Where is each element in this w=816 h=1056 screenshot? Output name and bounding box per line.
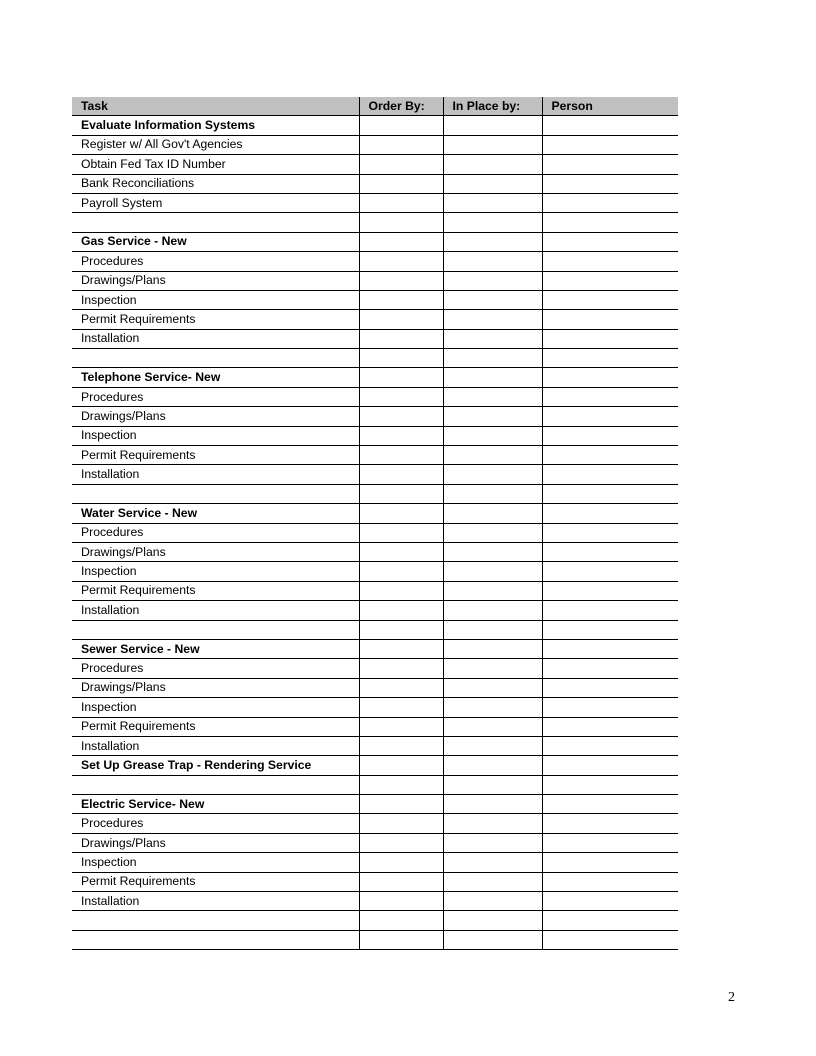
order-by-cell xyxy=(359,465,443,484)
person-cell xyxy=(542,135,678,154)
task-cell: Procedures xyxy=(72,659,359,678)
table-row xyxy=(72,116,678,135)
in-place-by-cell xyxy=(443,174,542,193)
person-cell xyxy=(542,853,678,872)
table-row xyxy=(72,426,678,445)
person-cell xyxy=(542,368,678,387)
in-place-by-cell xyxy=(443,135,542,154)
table-row xyxy=(72,193,678,212)
order-by-cell xyxy=(359,232,443,251)
in-place-by-cell xyxy=(443,892,542,911)
order-by-cell xyxy=(359,698,443,717)
table-row xyxy=(72,736,678,755)
in-place-by-cell xyxy=(443,446,542,465)
task-cell: Evaluate Information Systems xyxy=(72,116,359,135)
person-cell xyxy=(542,911,678,930)
order-by-cell xyxy=(359,814,443,833)
person-cell xyxy=(542,581,678,600)
task-cell: Procedures xyxy=(72,523,359,542)
table-row xyxy=(72,678,678,697)
in-place-by-cell xyxy=(443,542,542,561)
person-cell xyxy=(542,271,678,290)
task-cell: Inspection xyxy=(72,290,359,309)
task-cell xyxy=(72,775,359,794)
table-row xyxy=(72,562,678,581)
table-row xyxy=(72,698,678,717)
in-place-by-cell xyxy=(443,678,542,697)
order-by-cell xyxy=(359,872,443,891)
in-place-by-cell xyxy=(443,601,542,620)
table-row xyxy=(72,504,678,523)
task-cell: Permit Requirements xyxy=(72,717,359,736)
in-place-by-cell xyxy=(443,581,542,600)
person-cell xyxy=(542,814,678,833)
task-cell: Procedures xyxy=(72,814,359,833)
task-cell: Installation xyxy=(72,465,359,484)
person-cell xyxy=(542,310,678,329)
task-cell: Permit Requirements xyxy=(72,446,359,465)
in-place-by-cell xyxy=(443,155,542,174)
table-row xyxy=(72,465,678,484)
order-by-cell xyxy=(359,833,443,852)
table-row xyxy=(72,135,678,154)
person-cell xyxy=(542,678,678,697)
person-cell xyxy=(542,174,678,193)
table-row xyxy=(72,174,678,193)
in-place-by-cell xyxy=(443,775,542,794)
in-place-by-cell xyxy=(443,213,542,232)
in-place-by-cell xyxy=(443,756,542,775)
table-row xyxy=(72,892,678,911)
in-place-by-cell xyxy=(443,698,542,717)
table-row xyxy=(72,775,678,794)
in-place-by-cell xyxy=(443,387,542,406)
person-cell xyxy=(542,659,678,678)
task-cell: Set Up Grease Trap - Rendering Service xyxy=(72,756,359,775)
person-cell xyxy=(542,193,678,212)
order-by-cell xyxy=(359,329,443,348)
in-place-by-cell xyxy=(443,814,542,833)
table-row xyxy=(72,271,678,290)
order-by-cell xyxy=(359,930,443,949)
order-by-cell xyxy=(359,174,443,193)
column-header-task: Task xyxy=(72,97,359,116)
in-place-by-cell xyxy=(443,310,542,329)
order-by-cell xyxy=(359,387,443,406)
column-header-person: Person xyxy=(542,97,678,116)
order-by-cell xyxy=(359,523,443,542)
order-by-cell xyxy=(359,116,443,135)
task-cell: Drawings/Plans xyxy=(72,407,359,426)
in-place-by-cell xyxy=(443,329,542,348)
person-cell xyxy=(542,833,678,852)
order-by-cell xyxy=(359,639,443,658)
person-cell xyxy=(542,542,678,561)
table-body xyxy=(72,116,678,950)
table-row xyxy=(72,601,678,620)
task-cell: Bank Reconciliations xyxy=(72,174,359,193)
order-by-cell xyxy=(359,290,443,309)
task-cell: Drawings/Plans xyxy=(72,833,359,852)
in-place-by-cell xyxy=(443,795,542,814)
task-cell: Sewer Service - New xyxy=(72,639,359,658)
table-row xyxy=(72,407,678,426)
in-place-by-cell xyxy=(443,872,542,891)
order-by-cell xyxy=(359,853,443,872)
person-cell xyxy=(542,795,678,814)
person-cell xyxy=(542,465,678,484)
order-by-cell xyxy=(359,135,443,154)
table-row xyxy=(72,833,678,852)
order-by-cell xyxy=(359,484,443,503)
order-by-cell xyxy=(359,678,443,697)
in-place-by-cell xyxy=(443,407,542,426)
person-cell xyxy=(542,698,678,717)
header-row xyxy=(72,97,678,116)
in-place-by-cell xyxy=(443,349,542,368)
table-row xyxy=(72,853,678,872)
in-place-by-cell xyxy=(443,116,542,135)
table-row xyxy=(72,368,678,387)
person-cell xyxy=(542,892,678,911)
in-place-by-cell xyxy=(443,562,542,581)
order-by-cell xyxy=(359,504,443,523)
table-row xyxy=(72,310,678,329)
person-cell xyxy=(542,484,678,503)
person-cell xyxy=(542,756,678,775)
table-row xyxy=(72,581,678,600)
order-by-cell xyxy=(359,407,443,426)
task-cell: Inspection xyxy=(72,698,359,717)
table-row xyxy=(72,639,678,658)
person-cell xyxy=(542,562,678,581)
table-row xyxy=(72,911,678,930)
task-cell xyxy=(72,349,359,368)
in-place-by-cell xyxy=(443,911,542,930)
column-header-in-place-by: In Place by: xyxy=(443,97,542,116)
table-row xyxy=(72,620,678,639)
order-by-cell xyxy=(359,601,443,620)
task-schedule-table xyxy=(72,97,678,950)
task-cell: Installation xyxy=(72,736,359,755)
in-place-by-cell xyxy=(443,368,542,387)
person-cell xyxy=(542,523,678,542)
table-row xyxy=(72,252,678,271)
in-place-by-cell xyxy=(443,833,542,852)
order-by-cell xyxy=(359,213,443,232)
table-row xyxy=(72,213,678,232)
page-number: 2 xyxy=(728,990,735,1005)
task-cell: Drawings/Plans xyxy=(72,678,359,697)
table-row xyxy=(72,446,678,465)
in-place-by-cell xyxy=(443,465,542,484)
person-cell xyxy=(542,213,678,232)
task-cell: Obtain Fed Tax ID Number xyxy=(72,155,359,174)
in-place-by-cell xyxy=(443,523,542,542)
person-cell xyxy=(542,290,678,309)
table-row xyxy=(72,872,678,891)
task-cell: Gas Service - New xyxy=(72,232,359,251)
in-place-by-cell xyxy=(443,930,542,949)
person-cell xyxy=(542,620,678,639)
order-by-cell xyxy=(359,368,443,387)
table-row xyxy=(72,756,678,775)
task-cell: Water Service - New xyxy=(72,504,359,523)
task-cell: Drawings/Plans xyxy=(72,271,359,290)
in-place-by-cell xyxy=(443,271,542,290)
order-by-cell xyxy=(359,911,443,930)
table-row xyxy=(72,542,678,561)
column-header-order-by: Order By: xyxy=(359,97,443,116)
in-place-by-cell xyxy=(443,232,542,251)
in-place-by-cell xyxy=(443,426,542,445)
person-cell xyxy=(542,407,678,426)
table-row xyxy=(72,387,678,406)
table-row xyxy=(72,484,678,503)
in-place-by-cell xyxy=(443,736,542,755)
task-cell: Procedures xyxy=(72,252,359,271)
task-cell: Electric Service- New xyxy=(72,795,359,814)
order-by-cell xyxy=(359,736,443,755)
person-cell xyxy=(542,872,678,891)
task-cell: Payroll System xyxy=(72,193,359,212)
person-cell xyxy=(542,736,678,755)
task-cell: Inspection xyxy=(72,426,359,445)
order-by-cell xyxy=(359,775,443,794)
table-row xyxy=(72,523,678,542)
table-row xyxy=(72,232,678,251)
in-place-by-cell xyxy=(443,484,542,503)
task-cell: Installation xyxy=(72,892,359,911)
order-by-cell xyxy=(359,717,443,736)
task-cell xyxy=(72,213,359,232)
person-cell xyxy=(542,329,678,348)
task-cell xyxy=(72,620,359,639)
in-place-by-cell xyxy=(443,639,542,658)
task-cell: Inspection xyxy=(72,562,359,581)
person-cell xyxy=(542,601,678,620)
in-place-by-cell xyxy=(443,853,542,872)
task-cell: Permit Requirements xyxy=(72,310,359,329)
order-by-cell xyxy=(359,756,443,775)
task-cell: Inspection xyxy=(72,853,359,872)
person-cell xyxy=(542,930,678,949)
person-cell xyxy=(542,232,678,251)
order-by-cell xyxy=(359,620,443,639)
task-cell: Telephone Service- New xyxy=(72,368,359,387)
order-by-cell xyxy=(359,155,443,174)
table-row xyxy=(72,155,678,174)
in-place-by-cell xyxy=(443,659,542,678)
person-cell xyxy=(542,639,678,658)
table-row xyxy=(72,290,678,309)
order-by-cell xyxy=(359,252,443,271)
task-cell: Procedures xyxy=(72,387,359,406)
in-place-by-cell xyxy=(443,193,542,212)
person-cell xyxy=(542,446,678,465)
in-place-by-cell xyxy=(443,252,542,271)
order-by-cell xyxy=(359,271,443,290)
in-place-by-cell xyxy=(443,717,542,736)
person-cell xyxy=(542,155,678,174)
order-by-cell xyxy=(359,349,443,368)
order-by-cell xyxy=(359,310,443,329)
task-cell xyxy=(72,484,359,503)
table-row xyxy=(72,329,678,348)
person-cell xyxy=(542,252,678,271)
order-by-cell xyxy=(359,193,443,212)
person-cell xyxy=(542,116,678,135)
in-place-by-cell xyxy=(443,290,542,309)
order-by-cell xyxy=(359,446,443,465)
order-by-cell xyxy=(359,426,443,445)
order-by-cell xyxy=(359,892,443,911)
order-by-cell xyxy=(359,542,443,561)
person-cell xyxy=(542,387,678,406)
task-cell: Installation xyxy=(72,329,359,348)
person-cell xyxy=(542,717,678,736)
task-cell: Register w/ All Gov't Agencies xyxy=(72,135,359,154)
task-cell: Permit Requirements xyxy=(72,581,359,600)
table-row xyxy=(72,930,678,949)
order-by-cell xyxy=(359,659,443,678)
table-row xyxy=(72,814,678,833)
table-row xyxy=(72,717,678,736)
person-cell xyxy=(542,504,678,523)
task-cell: Installation xyxy=(72,601,359,620)
in-place-by-cell xyxy=(443,504,542,523)
person-cell xyxy=(542,775,678,794)
order-by-cell xyxy=(359,581,443,600)
task-cell: Permit Requirements xyxy=(72,872,359,891)
order-by-cell xyxy=(359,795,443,814)
order-by-cell xyxy=(359,562,443,581)
in-place-by-cell xyxy=(443,620,542,639)
table-row xyxy=(72,349,678,368)
task-cell xyxy=(72,911,359,930)
table-row xyxy=(72,659,678,678)
task-cell xyxy=(72,930,359,949)
person-cell xyxy=(542,349,678,368)
person-cell xyxy=(542,426,678,445)
table-row xyxy=(72,795,678,814)
task-cell: Drawings/Plans xyxy=(72,542,359,561)
